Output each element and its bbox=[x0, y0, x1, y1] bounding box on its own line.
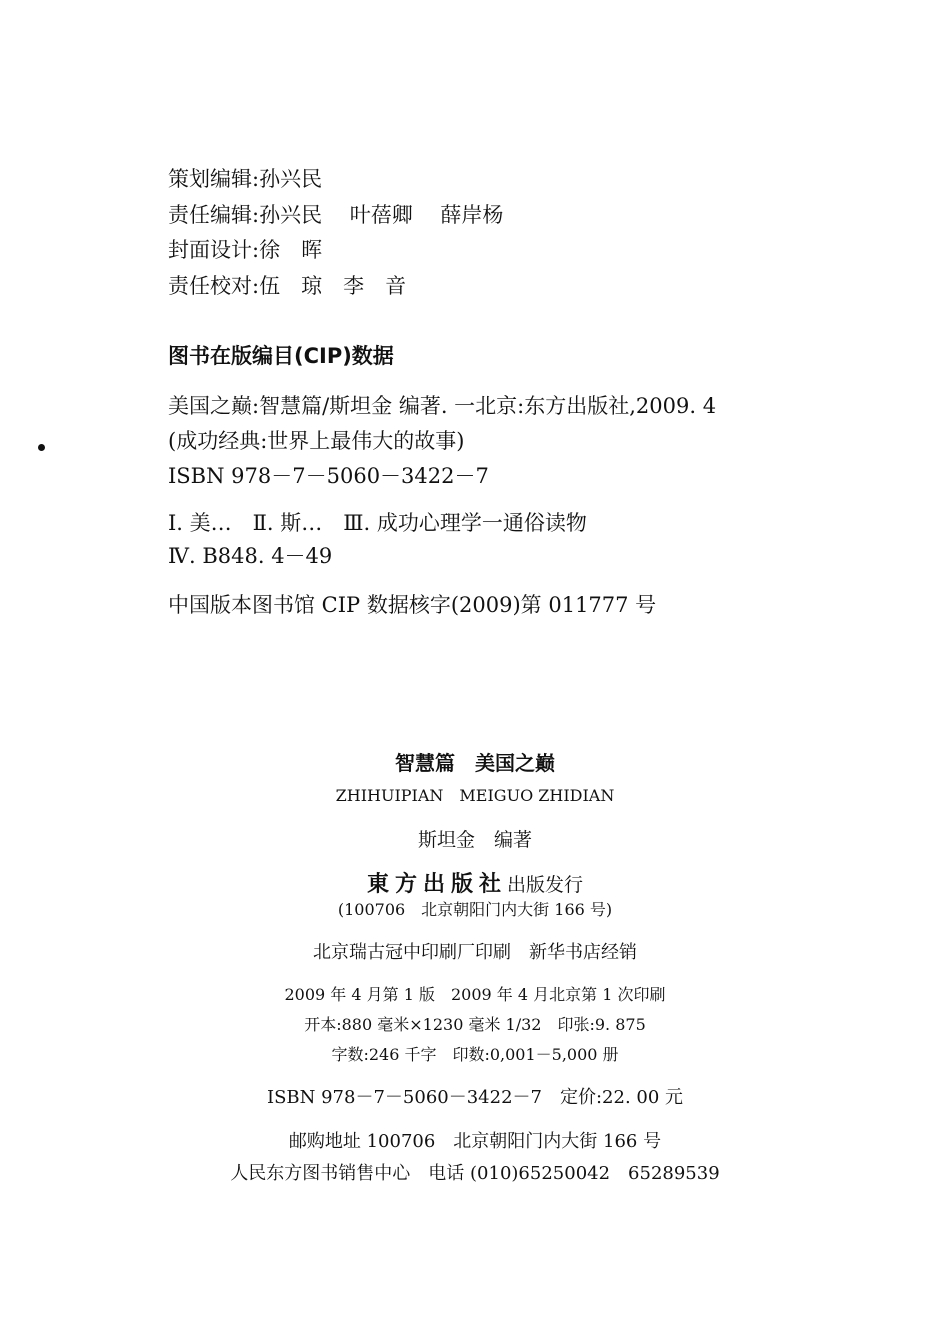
edition-info: 2009 年 4 月第 1 版 2009 年 4 月北京第 1 次印刷 bbox=[284, 985, 666, 1004]
colophon-author: 斯坦金 编著 bbox=[417, 829, 532, 851]
cip-classification-2: Ⅳ. B848. 4－49 bbox=[168, 544, 333, 568]
cip-classification-1: Ⅰ. 美… Ⅱ. 斯… Ⅲ. 成功心理学一通俗读物 bbox=[168, 511, 587, 535]
planning-editor: 策划编辑:孙兴民 bbox=[168, 167, 323, 191]
cover-design: 封面设计:徐 晖 bbox=[168, 238, 323, 262]
publisher-name: 東方出版社 bbox=[366, 871, 507, 897]
mail-order-address: 邮购地址 100706 北京朝阳门内大街 166 号 bbox=[288, 1131, 662, 1152]
printer-info: 北京瑞古冠中印刷厂印刷 新华书店经销 bbox=[313, 942, 637, 963]
word-count-info: 字数:246 千字 印数:0,001－5,000 册 bbox=[331, 1045, 619, 1064]
cip-line-1: 美国之巅:智慧篇/斯坦金 编著. 一北京:东方出版社,2009. 4 bbox=[168, 394, 717, 418]
format-info: 开本:880 毫米×1230 毫米 1/32 印张:9. 875 bbox=[304, 1015, 646, 1034]
responsible-editor: 责任编辑:孙兴民 叶蓓卿 薛岸杨 bbox=[168, 203, 504, 227]
proofreader: 责任校对:伍 琼 李 音 bbox=[168, 274, 407, 298]
colophon-publisher bbox=[0, 871, 950, 898]
isbn-price: ISBN 978－7－5060－3422－7 定价:22. 00 元 bbox=[266, 1087, 684, 1108]
cip-isbn: ISBN 978－7－5060－3422－7 bbox=[168, 464, 489, 488]
margin-dot bbox=[38, 444, 45, 451]
colophon-title: 智慧篇 美国之巅 bbox=[395, 751, 555, 775]
publisher-address: (100706 北京朝阳门内大街 166 号) bbox=[337, 900, 613, 919]
colophon-pinyin: ZHIHUIPIAN MEIGUO ZHIDIAN bbox=[335, 786, 615, 805]
publisher-suffix: 出版发行 bbox=[507, 874, 584, 896]
cip-heading: 图书在版编目(CIP)数据 bbox=[168, 344, 394, 368]
cip-line-2: (成功经典:世界上最伟大的故事) bbox=[168, 429, 465, 453]
cip-library-record: 中国版本图书馆 CIP 数据核字(2009)第 011777 号 bbox=[168, 593, 657, 617]
sales-center: 人民东方图书销售中心 电话 (010)65250042 65289539 bbox=[230, 1163, 720, 1184]
